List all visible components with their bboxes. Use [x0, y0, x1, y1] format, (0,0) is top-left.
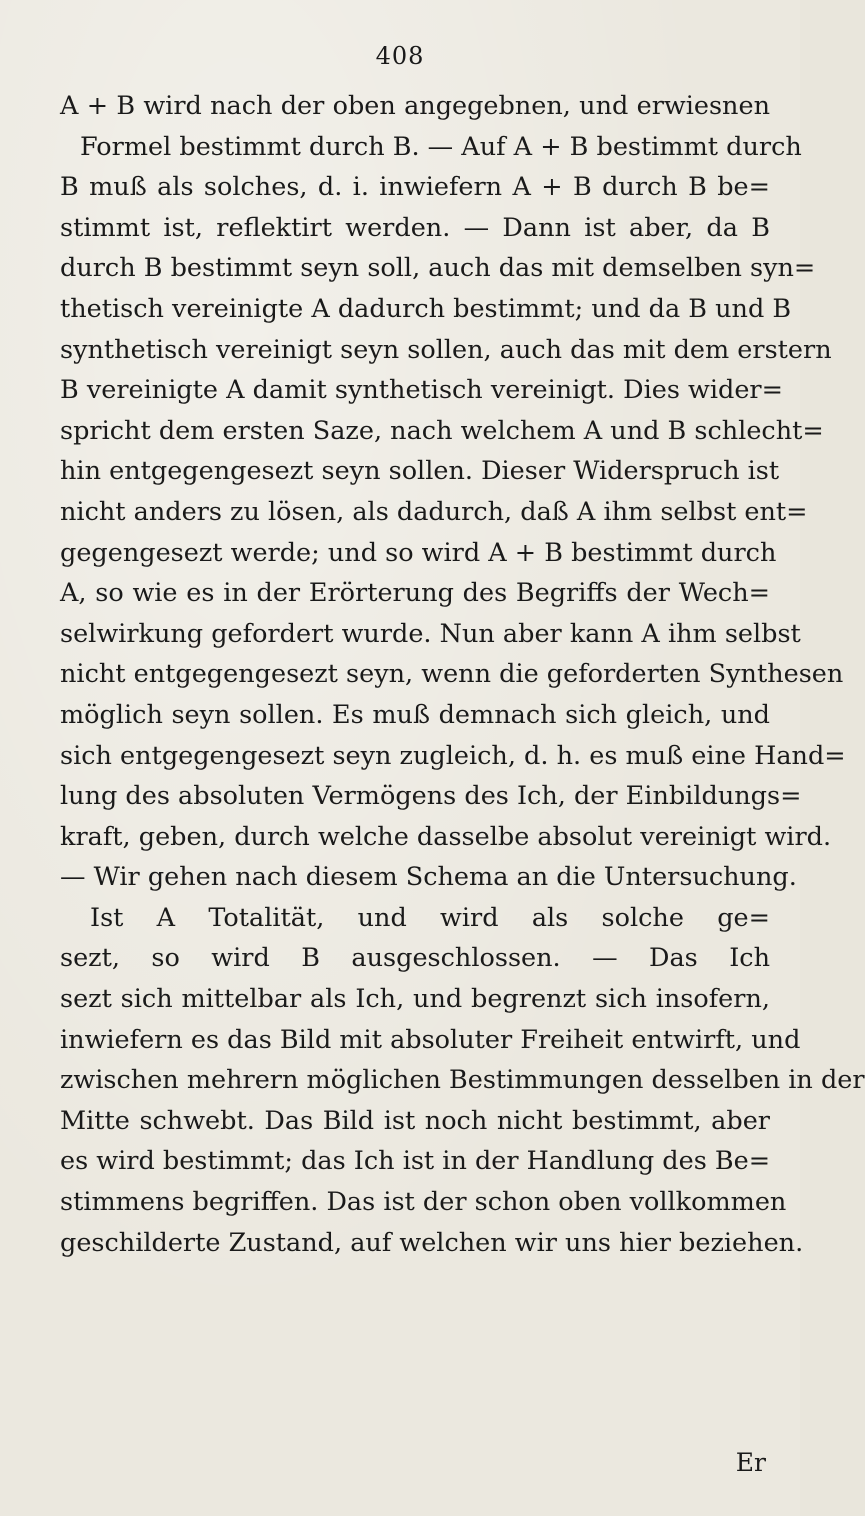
text-line: — Wir gehen nach diesem Schema an die Untersuchung. [60, 862, 797, 893]
text-line: kraft, geben, durch welche dasselbe absolut vereinigt wird. [60, 821, 832, 852]
text-line: synthetisch vereinigt seyn sollen, auch das mit dem erstern [60, 334, 832, 365]
text-line: möglich seyn sollen. Es muß demnach sich gleich, und [60, 699, 770, 730]
body-text [60, 86, 865, 1263]
text-line: hin entgegengesezt seyn sollen. Dieser Widerspruch ist [60, 456, 780, 487]
text-line: Mitte schwebt. Das Bild ist noch nicht bestimmt, aber [60, 1105, 770, 1136]
page-number: 408 [375, 42, 425, 70]
text-line: es wird bestimmt; das Ich ist in der Handlung des Be= [60, 1146, 771, 1177]
text-line: stimmens begriffen. Das ist der schon oben vollkommen [60, 1187, 787, 1218]
text-line: durch B bestimmt seyn soll, auch das mit demselben syn= [60, 253, 816, 284]
text-line: B vereinigte A damit synthetisch vereinigt. Dies wider= [60, 375, 783, 406]
text-line: spricht dem ersten Saze, nach welchem A und B schlecht= [60, 415, 824, 446]
text-line: stimmt ist, reflektirt werden. — Dann ist aber, da B [60, 212, 770, 243]
text-line: A, so wie es in der Erörterung des Begriffs der Wech= [60, 578, 770, 609]
text-line: gegengesezt werde; und so wird A + B bestimmt durch [60, 537, 777, 568]
text-line: sich entgegengesezt seyn zugleich, d. h. es muß eine Hand= [60, 740, 846, 771]
text-line: thetisch vereinigte A dadurch bestimmt; und da B und B [60, 293, 792, 324]
text-line: selwirkung gefordert wurde. Nun aber kann A ihm selbst [60, 618, 801, 649]
text-line: geschilderte Zustand, auf welchen wir uns hier beziehen. [60, 1227, 804, 1258]
text-line: zwischen mehrern möglichen Bestimmungen desselben in der [60, 1065, 865, 1096]
text-line: Ist A Totalität, und wird als solche ge= [90, 902, 770, 933]
catchword: Er [735, 1448, 766, 1477]
text-line: Formel bestimmt durch B. — Auf A + B bestimmt durch [80, 131, 802, 162]
text-line: B muß als solches, d. i. inwiefern A + B durch B be= [60, 172, 770, 203]
text-line: nicht entgegengesezt seyn, wenn die geforderten Synthesen [60, 659, 844, 690]
text-line: sezt sich mittelbar als Ich, und begrenzt sich insofern, [60, 984, 770, 1015]
text-line: lung des absoluten Vermögens des Ich, der Einbildungs= [60, 781, 802, 812]
text-line: nicht anders zu lösen, als dadurch, daß A ihm selbst ent= [60, 496, 808, 527]
text-line: sezt, so wird B ausgeschlossen. — Das Ich [60, 943, 770, 974]
text-line: A + B wird nach der oben angegebnen, und erwiesnen [60, 91, 770, 121]
text-line: inwiefern es das Bild mit absoluter Freiheit entwirft, und [60, 1024, 801, 1055]
